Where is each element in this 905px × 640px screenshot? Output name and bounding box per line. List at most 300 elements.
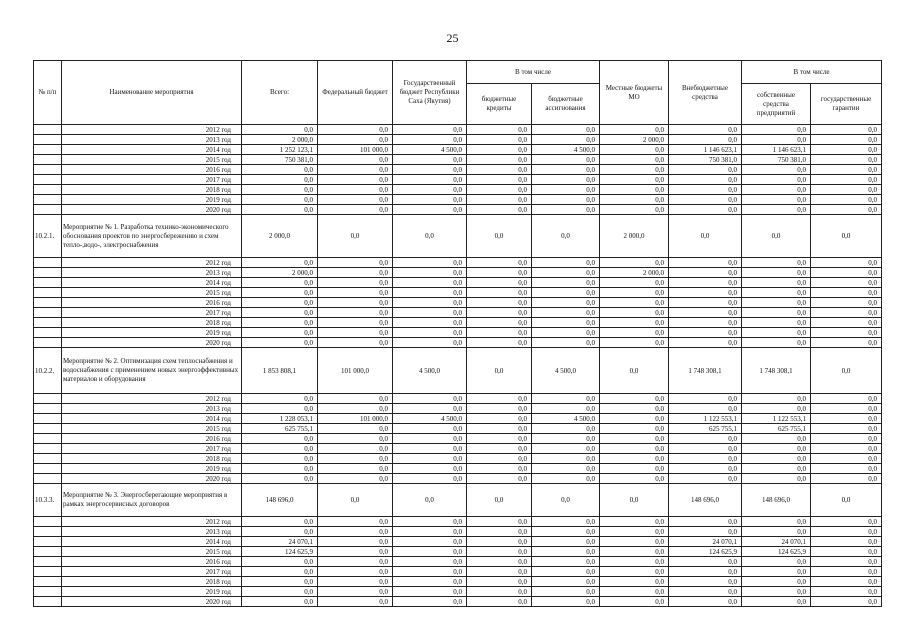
year-label: 2020 год (62, 338, 242, 348)
value-cell: 0,0 (393, 547, 467, 557)
value-cell: 0,0 (242, 278, 318, 288)
value-cell: 0,0 (811, 577, 882, 587)
value-cell: 24 070,1 (742, 537, 811, 547)
year-row (34, 338, 882, 348)
value-cell: 0,0 (467, 338, 532, 348)
value-cell: 0,0 (811, 195, 882, 205)
measure-value-cell: 148 696,0 (742, 484, 811, 517)
year-label: 2012 год (62, 517, 242, 527)
value-cell: 0,0 (669, 557, 742, 567)
value-cell: 0,0 (600, 587, 669, 597)
value-cell: 0,0 (669, 444, 742, 454)
year-label: 2016 год (62, 557, 242, 567)
header-budget-assignments: бюджетные ассигнования (532, 84, 600, 125)
value-cell: 0,0 (532, 404, 600, 414)
value-cell: 0,0 (600, 185, 669, 195)
value-cell: 0,0 (467, 527, 532, 537)
value-cell: 0,0 (393, 308, 467, 318)
value-cell: 0,0 (811, 278, 882, 288)
value-cell: 0,0 (467, 557, 532, 567)
value-cell: 101 000,0 (318, 145, 393, 155)
value-cell: 0,0 (742, 404, 811, 414)
value-cell: 0,0 (318, 577, 393, 587)
value-cell: 0,0 (532, 474, 600, 484)
value-cell: 0,0 (811, 145, 882, 155)
value-cell: 0,0 (669, 577, 742, 587)
value-cell: 4 500,0 (532, 414, 600, 424)
value-cell: 0,0 (467, 125, 532, 135)
value-cell: 0,0 (393, 298, 467, 308)
value-cell: 0,0 (811, 444, 882, 454)
value-cell: 0,0 (600, 125, 669, 135)
year-row (34, 537, 882, 547)
value-cell: 0,0 (532, 587, 600, 597)
value-cell: 0,0 (742, 258, 811, 268)
year-label: 2018 год (62, 318, 242, 328)
measure-value-cell: 0,0 (318, 215, 393, 258)
empty-num-cell (34, 145, 62, 155)
value-cell: 0,0 (467, 165, 532, 175)
value-cell: 24 070,1 (669, 537, 742, 547)
measure-value-cell: 0,0 (318, 484, 393, 517)
empty-num-cell (34, 278, 62, 288)
value-cell: 0,0 (467, 278, 532, 288)
value-cell: 0,0 (393, 288, 467, 298)
value-cell: 0,0 (467, 577, 532, 587)
measure-value-cell: 0,0 (811, 215, 882, 258)
value-cell: 0,0 (467, 328, 532, 338)
year-row (34, 414, 882, 424)
year-label: 2013 год (62, 527, 242, 537)
year-label: 2015 год (62, 288, 242, 298)
value-cell: 0,0 (600, 517, 669, 527)
measure-value-cell: 0,0 (742, 215, 811, 258)
value-cell: 0,0 (811, 165, 882, 175)
value-cell: 0,0 (811, 125, 882, 135)
value-cell: 625 755,1 (669, 424, 742, 434)
measure-value-cell: 0,0 (467, 215, 532, 258)
value-cell: 0,0 (532, 464, 600, 474)
empty-num-cell (34, 567, 62, 577)
value-cell: 0,0 (600, 205, 669, 215)
value-cell: 0,0 (242, 454, 318, 464)
value-cell: 0,0 (811, 567, 882, 577)
value-cell: 0,0 (742, 394, 811, 404)
value-cell: 0,0 (242, 195, 318, 205)
value-cell: 0,0 (811, 557, 882, 567)
value-cell: 0,0 (467, 517, 532, 527)
year-label: 2013 год (62, 135, 242, 145)
value-cell: 0,0 (242, 444, 318, 454)
value-cell: 0,0 (467, 404, 532, 414)
value-cell: 1 146 623,1 (669, 145, 742, 155)
value-cell: 101 000,0 (318, 414, 393, 424)
value-cell: 0,0 (318, 125, 393, 135)
value-cell: 0,0 (669, 205, 742, 215)
value-cell: 0,0 (532, 424, 600, 434)
value-cell: 0,0 (242, 557, 318, 567)
value-cell: 0,0 (669, 404, 742, 414)
value-cell: 0,0 (467, 547, 532, 557)
year-label: 2012 год (62, 258, 242, 268)
value-cell: 0,0 (600, 145, 669, 155)
year-label: 2019 год (62, 195, 242, 205)
year-label: 2015 год (62, 424, 242, 434)
value-cell: 0,0 (318, 464, 393, 474)
empty-num-cell (34, 517, 62, 527)
value-cell: 0,0 (742, 567, 811, 577)
value-cell: 0,0 (318, 258, 393, 268)
value-cell: 0,0 (532, 165, 600, 175)
value-cell: 0,0 (318, 308, 393, 318)
measure-value-cell: 148 696,0 (242, 484, 318, 517)
value-cell: 0,0 (532, 537, 600, 547)
year-row (34, 404, 882, 414)
value-cell: 0,0 (467, 135, 532, 145)
value-cell: 0,0 (669, 278, 742, 288)
measure-value-cell: 0,0 (393, 484, 467, 517)
value-cell: 0,0 (318, 597, 393, 607)
value-cell: 0,0 (242, 318, 318, 328)
year-label: 2019 год (62, 464, 242, 474)
header-name: Наименование мероприятия (62, 61, 242, 125)
year-row (34, 318, 882, 328)
value-cell: 0,0 (742, 338, 811, 348)
value-cell: 0,0 (742, 205, 811, 215)
value-cell: 0,0 (532, 394, 600, 404)
measure-value-cell: 0,0 (811, 484, 882, 517)
value-cell: 0,0 (811, 308, 882, 318)
year-label: 2020 год (62, 597, 242, 607)
header-local-budgets: Местные бюджеты МО (600, 61, 669, 125)
value-cell: 0,0 (600, 567, 669, 577)
empty-num-cell (34, 175, 62, 185)
empty-num-cell (34, 258, 62, 268)
value-cell: 2 000,0 (242, 268, 318, 278)
value-cell: 0,0 (600, 424, 669, 434)
value-cell: 1 122 553,1 (669, 414, 742, 424)
value-cell: 0,0 (600, 308, 669, 318)
year-label: 2018 год (62, 185, 242, 195)
value-cell: 0,0 (242, 175, 318, 185)
value-cell: 0,0 (242, 517, 318, 527)
value-cell: 0,0 (669, 135, 742, 145)
empty-num-cell (34, 308, 62, 318)
value-cell: 0,0 (742, 175, 811, 185)
value-cell: 0,0 (669, 318, 742, 328)
value-cell: 0,0 (532, 195, 600, 205)
value-cell: 0,0 (811, 185, 882, 195)
measure-row (34, 348, 882, 394)
year-label: 2015 год (62, 547, 242, 557)
year-row (34, 464, 882, 474)
value-cell: 0,0 (532, 527, 600, 537)
value-cell: 0,0 (242, 185, 318, 195)
budget-table (33, 60, 882, 607)
value-cell: 0,0 (669, 258, 742, 268)
value-cell: 0,0 (318, 547, 393, 557)
value-cell: 0,0 (242, 288, 318, 298)
value-cell: 0,0 (242, 567, 318, 577)
empty-num-cell (34, 318, 62, 328)
value-cell: 1 228 053,1 (242, 414, 318, 424)
value-cell: 0,0 (393, 527, 467, 537)
value-cell: 0,0 (742, 474, 811, 484)
year-row (34, 577, 882, 587)
year-label: 2015 год (62, 155, 242, 165)
value-cell: 4 500,0 (532, 145, 600, 155)
value-cell: 0,0 (811, 454, 882, 464)
value-cell: 0,0 (600, 338, 669, 348)
value-cell: 0,0 (318, 557, 393, 567)
empty-num-cell (34, 444, 62, 454)
value-cell: 0,0 (669, 165, 742, 175)
value-cell: 0,0 (811, 527, 882, 537)
value-cell: 0,0 (393, 328, 467, 338)
value-cell: 0,0 (742, 434, 811, 444)
value-cell: 0,0 (467, 464, 532, 474)
value-cell: 0,0 (393, 185, 467, 195)
value-cell: 0,0 (318, 185, 393, 195)
value-cell: 0,0 (811, 404, 882, 414)
empty-num-cell (34, 328, 62, 338)
value-cell: 0,0 (600, 434, 669, 444)
value-cell: 2 000,0 (600, 268, 669, 278)
year-label: 2020 год (62, 474, 242, 484)
year-row (34, 268, 882, 278)
value-cell: 0,0 (742, 278, 811, 288)
value-cell: 0,0 (242, 125, 318, 135)
value-cell: 0,0 (600, 258, 669, 268)
value-cell: 0,0 (242, 434, 318, 444)
value-cell: 0,0 (532, 268, 600, 278)
value-cell: 0,0 (318, 587, 393, 597)
value-cell: 0,0 (393, 587, 467, 597)
measure-value-cell: 0,0 (532, 215, 600, 258)
value-cell: 2 000,0 (242, 135, 318, 145)
measure-row (34, 215, 882, 258)
value-cell: 0,0 (600, 414, 669, 424)
value-cell: 0,0 (600, 547, 669, 557)
value-cell: 0,0 (467, 308, 532, 318)
value-cell: 0,0 (318, 205, 393, 215)
measure-title: Мероприятие № 2. Оптимизация схем теплоснабжения и водоснабжения с применением новых энергоэффективных материалов и оборудования (62, 348, 242, 394)
value-cell: 0,0 (393, 444, 467, 454)
value-cell: 0,0 (811, 135, 882, 145)
year-row (34, 547, 882, 557)
value-cell: 0,0 (318, 424, 393, 434)
value-cell: 0,0 (532, 298, 600, 308)
value-cell: 0,0 (742, 288, 811, 298)
value-cell: 0,0 (600, 298, 669, 308)
value-cell: 0,0 (467, 205, 532, 215)
value-cell: 0,0 (600, 444, 669, 454)
value-cell: 0,0 (467, 454, 532, 464)
value-cell: 0,0 (393, 537, 467, 547)
value-cell: 0,0 (467, 175, 532, 185)
value-cell: 0,0 (742, 517, 811, 527)
empty-num-cell (34, 474, 62, 484)
year-row (34, 527, 882, 537)
header-extrabudgetary: Внебюджетные средства (669, 61, 742, 125)
value-cell: 0,0 (669, 288, 742, 298)
value-cell: 0,0 (669, 394, 742, 404)
header-including-1: В том числе (467, 61, 600, 84)
value-cell: 0,0 (242, 404, 318, 414)
value-cell: 750 381,0 (742, 155, 811, 165)
value-cell: 0,0 (742, 577, 811, 587)
value-cell: 0,0 (393, 597, 467, 607)
year-label: 2014 год (62, 414, 242, 424)
value-cell: 0,0 (600, 328, 669, 338)
year-row (34, 567, 882, 577)
empty-num-cell (34, 434, 62, 444)
value-cell: 24 070,1 (242, 537, 318, 547)
table-body (34, 125, 882, 607)
measure-value-cell: 101 000,0 (318, 348, 393, 394)
value-cell: 0,0 (467, 268, 532, 278)
measure-title: Мероприятие № 1. Разработка технико-экономического обоснования проектов по энергосбережению и схем тепло-,водо-, электроснабжения (62, 215, 242, 258)
measure-value-cell: 0,0 (669, 215, 742, 258)
value-cell: 0,0 (318, 195, 393, 205)
year-label: 2019 год (62, 328, 242, 338)
value-cell: 0,0 (669, 434, 742, 444)
value-cell: 0,0 (742, 527, 811, 537)
value-cell: 0,0 (532, 517, 600, 527)
measure-value-cell: 2 000,0 (242, 215, 318, 258)
value-cell: 2 000,0 (600, 135, 669, 145)
value-cell: 0,0 (467, 195, 532, 205)
measure-value-cell: 4 500,0 (393, 348, 467, 394)
value-cell: 0,0 (811, 464, 882, 474)
value-cell: 0,0 (742, 125, 811, 135)
value-cell: 0,0 (669, 527, 742, 537)
value-cell: 0,0 (600, 527, 669, 537)
value-cell: 0,0 (318, 474, 393, 484)
value-cell: 0,0 (318, 288, 393, 298)
value-cell: 0,0 (742, 464, 811, 474)
measure-value-cell: 0,0 (600, 348, 669, 394)
value-cell: 0,0 (532, 557, 600, 567)
value-cell: 0,0 (393, 464, 467, 474)
value-cell: 0,0 (742, 135, 811, 145)
year-row (34, 145, 882, 155)
value-cell: 124 625,9 (742, 547, 811, 557)
header-total: Всего: (242, 61, 318, 125)
value-cell: 0,0 (393, 557, 467, 567)
value-cell: 0,0 (393, 434, 467, 444)
value-cell: 0,0 (318, 434, 393, 444)
year-label: 2014 год (62, 145, 242, 155)
value-cell: 124 625,9 (669, 547, 742, 557)
value-cell: 0,0 (600, 155, 669, 165)
value-cell: 0,0 (669, 125, 742, 135)
year-row (34, 135, 882, 145)
empty-num-cell (34, 527, 62, 537)
year-row (34, 517, 882, 527)
value-cell: 0,0 (393, 517, 467, 527)
value-cell: 0,0 (600, 165, 669, 175)
measure-value-cell: 1 853 808,1 (242, 348, 318, 394)
value-cell: 0,0 (669, 517, 742, 527)
value-cell: 0,0 (318, 165, 393, 175)
value-cell: 0,0 (811, 394, 882, 404)
year-row (34, 308, 882, 318)
measure-value-cell: 0,0 (600, 484, 669, 517)
value-cell: 0,0 (318, 135, 393, 145)
value-cell: 0,0 (742, 165, 811, 175)
value-cell: 0,0 (811, 424, 882, 434)
empty-num-cell (34, 135, 62, 145)
year-row (34, 328, 882, 338)
value-cell: 124 625,9 (242, 547, 318, 557)
value-cell: 0,0 (811, 517, 882, 527)
value-cell: 0,0 (467, 414, 532, 424)
value-cell: 0,0 (467, 434, 532, 444)
header-state-guarantees: государственные гарантии (811, 84, 882, 125)
value-cell: 0,0 (532, 567, 600, 577)
value-cell: 0,0 (242, 527, 318, 537)
value-cell: 0,0 (742, 308, 811, 318)
year-label: 2014 год (62, 537, 242, 547)
year-row (34, 298, 882, 308)
empty-num-cell (34, 587, 62, 597)
empty-num-cell (34, 557, 62, 567)
value-cell: 0,0 (467, 185, 532, 195)
value-cell: 0,0 (532, 577, 600, 587)
empty-num-cell (34, 338, 62, 348)
value-cell: 0,0 (393, 424, 467, 434)
empty-num-cell (34, 125, 62, 135)
year-row (34, 288, 882, 298)
value-cell: 0,0 (318, 298, 393, 308)
value-cell: 0,0 (669, 175, 742, 185)
measure-value-cell: 148 696,0 (669, 484, 742, 517)
value-cell: 0,0 (393, 454, 467, 464)
value-cell: 0,0 (600, 318, 669, 328)
year-label: 2014 год (62, 278, 242, 288)
value-cell: 0,0 (242, 587, 318, 597)
empty-num-cell (34, 597, 62, 607)
value-cell: 4 500,0 (393, 145, 467, 155)
year-row (34, 454, 882, 464)
measure-value-cell: 4 500,0 (532, 348, 600, 394)
value-cell: 0,0 (811, 474, 882, 484)
value-cell: 0,0 (242, 597, 318, 607)
value-cell: 0,0 (318, 517, 393, 527)
year-row (34, 474, 882, 484)
value-cell: 0,0 (318, 268, 393, 278)
empty-num-cell (34, 195, 62, 205)
value-cell: 0,0 (532, 258, 600, 268)
year-row (34, 258, 882, 268)
value-cell: 0,0 (600, 394, 669, 404)
empty-num-cell (34, 577, 62, 587)
year-label: 2012 год (62, 125, 242, 135)
value-cell: 0,0 (811, 338, 882, 348)
value-cell: 0,0 (532, 318, 600, 328)
value-cell: 0,0 (811, 258, 882, 268)
value-cell: 0,0 (742, 454, 811, 464)
value-cell: 0,0 (811, 288, 882, 298)
value-cell: 0,0 (393, 125, 467, 135)
empty-num-cell (34, 394, 62, 404)
value-cell: 0,0 (600, 537, 669, 547)
value-cell: 0,0 (669, 454, 742, 464)
year-row (34, 444, 882, 454)
value-cell: 0,0 (742, 185, 811, 195)
empty-num-cell (34, 537, 62, 547)
